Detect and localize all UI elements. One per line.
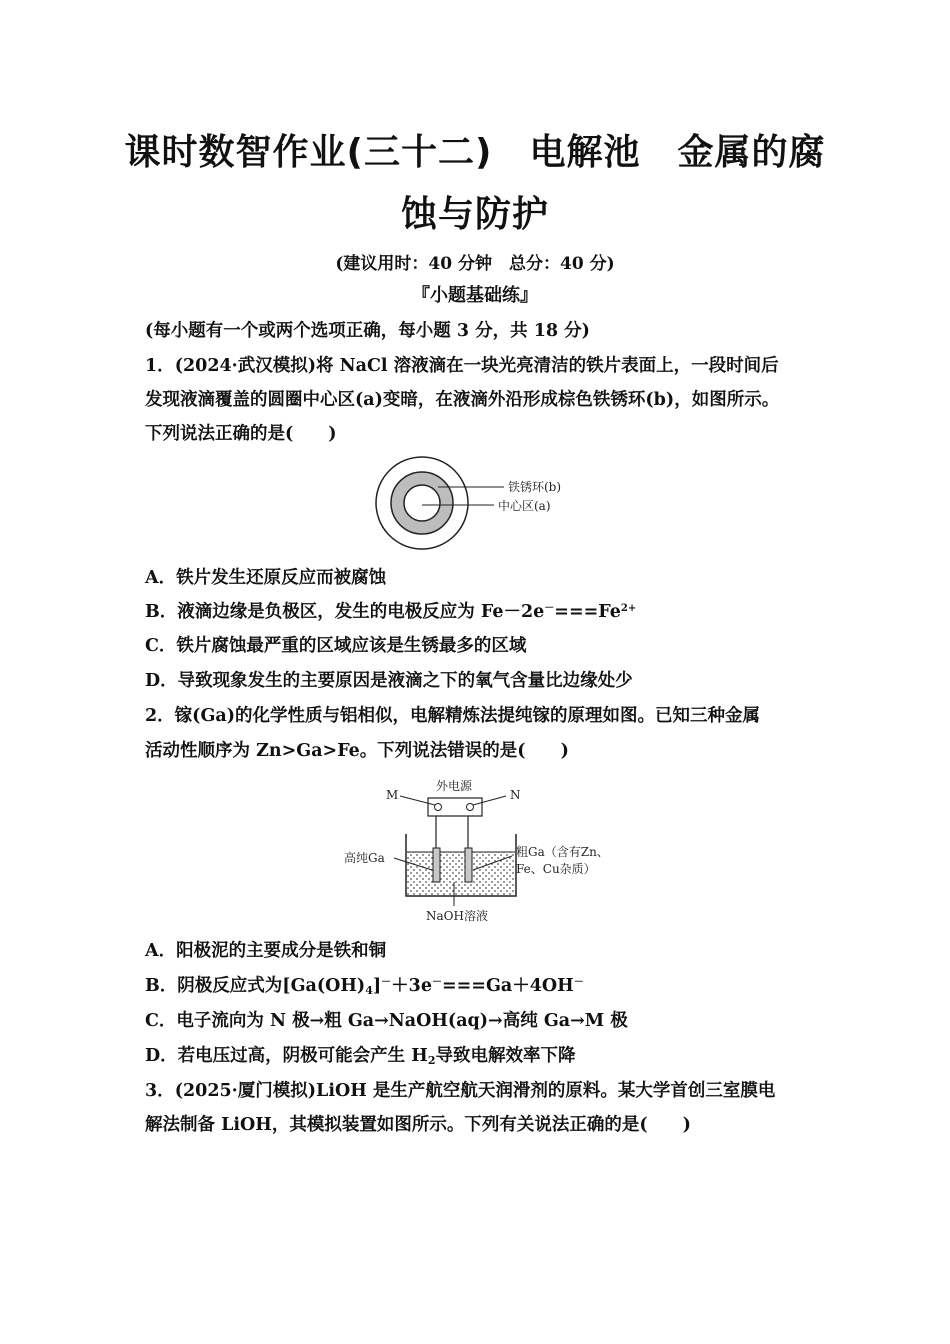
q2-option-b-sup2: －: [431, 977, 442, 988]
q2-line-1: 2．镓(Ga)的化学性质与铝相似，电解精炼法提纯镓的原理如图。已知三种金属: [145, 706, 761, 726]
q1-line-3: 下列说法正确的是( ): [145, 424, 337, 444]
terminal-m: [435, 804, 442, 811]
terminal-m-label: M: [386, 788, 399, 802]
q2-line-2: 活动性顺序为 Zn>Ga>Fe。下列说法错误的是( ): [145, 741, 569, 761]
section-heading: 『小题基础练』: [412, 285, 538, 306]
q1-number: 1．: [145, 356, 175, 376]
q1-option-b-text: B．液滴边缘是负极区，发生的电极反应为 Fe－2e: [145, 602, 545, 622]
label-rust-ring: 铁锈环(b): [508, 480, 562, 494]
q1-source: (2024·武汉模拟): [174, 356, 317, 376]
q1-option-b-mid: ===Fe: [554, 602, 621, 622]
q1-option-b-sup2: 2+: [620, 603, 637, 614]
q2-option-a[interactable]: A．阳极泥的主要成分是铁和铜: [145, 941, 387, 961]
q3-source: (2025·厦门模拟): [174, 1081, 317, 1101]
q2-option-b[interactable]: [145, 974, 825, 998]
q1-stem-1: 将 NaCl 溶液滴在一块光亮清洁的铁片表面上，一段时间后: [316, 356, 779, 376]
q2-option-d[interactable]: [145, 1044, 825, 1068]
label-center-area: 中心区(a): [498, 499, 551, 513]
anode-crude-ga: [465, 848, 472, 882]
page-title-line-1: 课时数智作业(三十二) 电解池 金属的腐: [124, 132, 826, 173]
q2-option-b-mid2: ＋3e: [391, 976, 432, 996]
q2-option-b-end: ===Ga＋4OH: [441, 976, 574, 996]
instruction: (每小题有一个或两个选项正确，每小题 3 分，共 18 分): [145, 321, 590, 341]
q2-option-c[interactable]: C．电子流向为 N 极→粗 Ga→NaOH(aq)→高纯 Ga→M 极: [145, 1011, 628, 1031]
terminal-n-label: N: [510, 788, 521, 802]
q1-option-c[interactable]: C．铁片腐蚀最严重的区域应该是生锈最多的区域: [145, 636, 527, 656]
center-area-a: [404, 485, 440, 521]
q1-option-d[interactable]: D．导致现象发生的主要原因是液滴之下的氧气含量比边缘处少: [145, 671, 633, 691]
crude-ga-label-2: Fe、Cu杂质）: [516, 862, 596, 876]
electrolysis-figure: [340, 772, 630, 932]
q3-stem-1: LiOH 是生产航空航天润滑剂的原料。某大学首创三室膜电: [316, 1081, 776, 1101]
crude-ga-label-1: 粗Ga（含有Zn、: [516, 845, 609, 859]
q2-option-b-sup1: －: [381, 977, 392, 988]
naoh-label: NaOH溶液: [426, 909, 488, 923]
q1-option-a[interactable]: A．铁片发生还原反应而被腐蚀: [145, 568, 387, 588]
q1-option-b-sup1: －: [544, 603, 555, 614]
rust-ring-figure: [370, 455, 590, 555]
q2-option-b-sup3: －: [573, 977, 584, 988]
q2-option-d-end: 导致电解效率下降: [435, 1046, 576, 1066]
power-source-label: 外电源: [436, 779, 473, 793]
naoh-solution: [407, 852, 515, 895]
cathode-pure-ga: [433, 848, 440, 882]
q1-option-b[interactable]: [145, 600, 825, 624]
q1-line-2: 发现液滴覆盖的圆圈中心区(a)变暗，在液滴外沿形成棕色铁锈环(b)，如图所示。: [145, 390, 780, 410]
terminal-n: [467, 804, 474, 811]
q3-line-2: 解法制备 LiOH，其模拟装置如图所示。下列有关说法正确的是( ): [145, 1115, 691, 1135]
q2-option-d-sub: 2: [427, 1054, 436, 1067]
q2-option-d-text: D．若电压过高，阴极可能会产生 H: [145, 1046, 428, 1066]
q3-number: 3．: [145, 1081, 175, 1101]
time-score-note: (建议用时：40 分钟 总分：40 分): [335, 254, 615, 274]
q2-option-b-text: B．阴极反应式为[Ga(OH): [145, 976, 366, 996]
q3-line-1: [145, 1079, 825, 1103]
q2-option-b-mid1: ]: [372, 976, 382, 996]
q2-option-b-sub: 4: [365, 984, 373, 997]
q1-line-1: [145, 354, 825, 378]
pure-ga-label: 高纯Ga: [344, 851, 385, 865]
page-title-line-2: 蚀与防护: [400, 194, 549, 235]
